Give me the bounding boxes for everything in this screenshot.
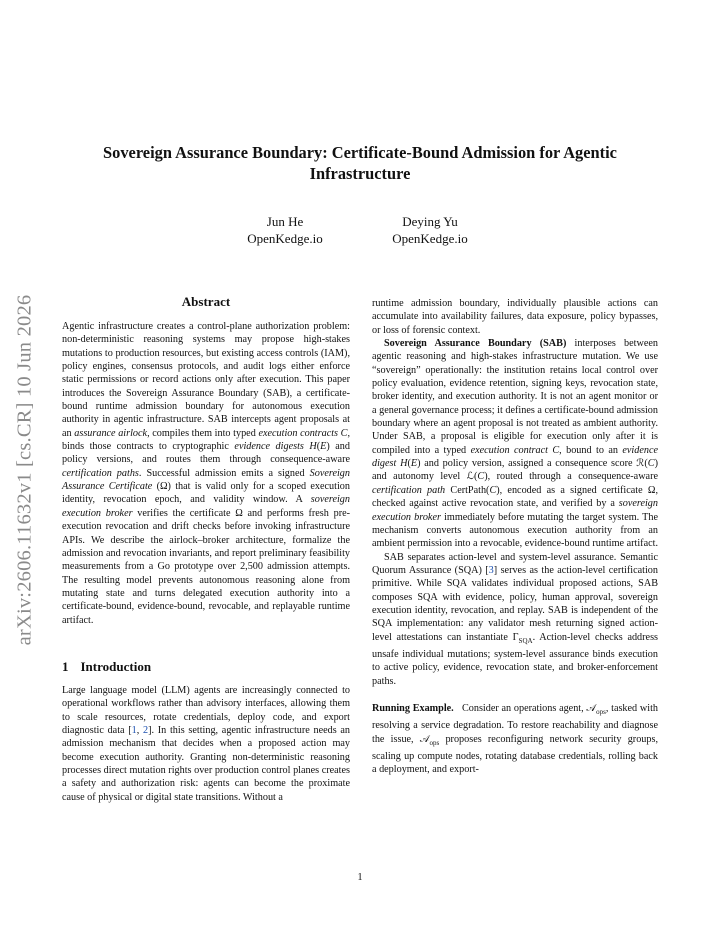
author-name: Deying Yu [402,214,458,229]
right-column-body: runtime admission boundary, individually plausible actions can accumulate into availability failures, data exposure, policy bypasses, or loss of forensic context. Sovereign Assurance Boundary (SAB) interposes between agentic reasoning and high-stakes infrastructure mutation. We use “sovereign” operationally: the institution retains local control over policy evaluation, evidence retention, signing keys, revocation state, broker identity, and execution authority. It is not an agent monitor or a general governance process; it defines a certificate-bound admission boundary where an agent proposal is not treated as ambient authority. Under SAB, a proposal is eligible for execution only after it is compiled into a typed execution contract C, bound to an evidence digest H(E) and policy version, assigned a consequence score ℛ(C) and autonomy level ℒ(C), routed through a consequence-aware certification path CertPath(C), encoded as a signed certificate Ω, checked against active revocation state, and verified by a sovereign execution broker immediately before mutating the target system. The mechanism converts autonomous execution authority from an ambient permission into a revocable, evidence-bound runtime artifact. SAB separates action-level and system-level assurance. Semantic Quorum Assurance (SQA) [3] serves as the action-level certification primitive. While SQA validates individual proposed actions, SAB composes SQA with evidence, policy, human approval, sovereign execution identity, revocation, and replay. SAB is independent of the SQA implementation: any validator mesh returning signed action-level attestations can instantiate $\Gamma_{SQA}$. Action-level checks address unsafe individual mutations; system-level assurance binds execution to active policy, evidence, revocation state, and broker-enforcement paths. Running Example. Consider an operations agent, 𝒜$_{ops}$, tasked with resolving a service degradation. To restore reachability and diagnose the issue, 𝒜$_{ops}$ proposes reconfiguring network security groups, scaling up compute nodes, rotating database credentials, rolling back a deployment, and export- [372,298,659,776]
author-name: Jun He [266,214,304,229]
introduction-body: Large language model (LLM) agents are increasingly connected to operational workflows rather than advisory interfaces, allowing them to scale resources, rotate credentials, deploy code, and export diagnostic data [1, 2]. In this setting, agentic infrastructure needs an admission mechanism that decides when a proposed action may become execution authority. Granting non-deterministic reasoning processes direct mutation rights over production control planes creates a safety and authorization risk: agents can become the proximate cause of physical or digital state transitions. Without a [62,685,351,803]
author-block [215,213,355,247]
paper-title: Sovereign Assurance Boundary: Certificate-Bound Admission for Agentic Infrastructure [103,143,617,183]
abstract-body: Agentic infrastructure creates a control-plane authorization problem: non-deterministic reasoning systems may propose high-stakes mutations to production resources, but existing access controls (IAM), policy engines, consensus protocols, and audit logs either enforce static permissions or record actions only after execution. This paper introduces the Sovereign Assurance Boundary (SAB), a certificate-bound runtime admission boundary for autonomous execution authority in agentic infrastructure. SAB intercepts agent proposals at an assurance airlock, compiles them into typed execution contracts C, binds those contracts to cryptographic evidence digests H(E) and policy versions, and routes them through consequence-aware certification paths. Successful admission emits a signed Sovereign Assurance Certificate (Ω) that is valid only for a scoped execution identity, revocation epoch, and validity window. A sovereign execution broker verifies the certificate Ω and performs fresh pre-execution revocation and drift checks before invoking infrastructure APIs. We describe the airlock–broker architecture, formalize the admission and revocation invariants, and report preliminary feasibility measurements from a Go prototype over 2,500 admission attempts. The resulting model prevents autonomous reasoning alone from mutating state and turns delegated execution authority into a certificate-bound, evidence-bound, revocable, and replayable runtime artifact. [62,321,351,626]
abstract-heading: Abstract [181,294,231,309]
arxiv-stamp: arXiv:2606.11632v1 [cs.CR] 10 Jun 2026 [13,294,36,646]
page-number: 1 [357,872,363,883]
author-block [360,213,500,247]
author-affiliation: OpenKedge.io [247,231,323,246]
section-heading: 1 Introduction [62,659,152,674]
author-affiliation: OpenKedge.io [392,231,468,246]
